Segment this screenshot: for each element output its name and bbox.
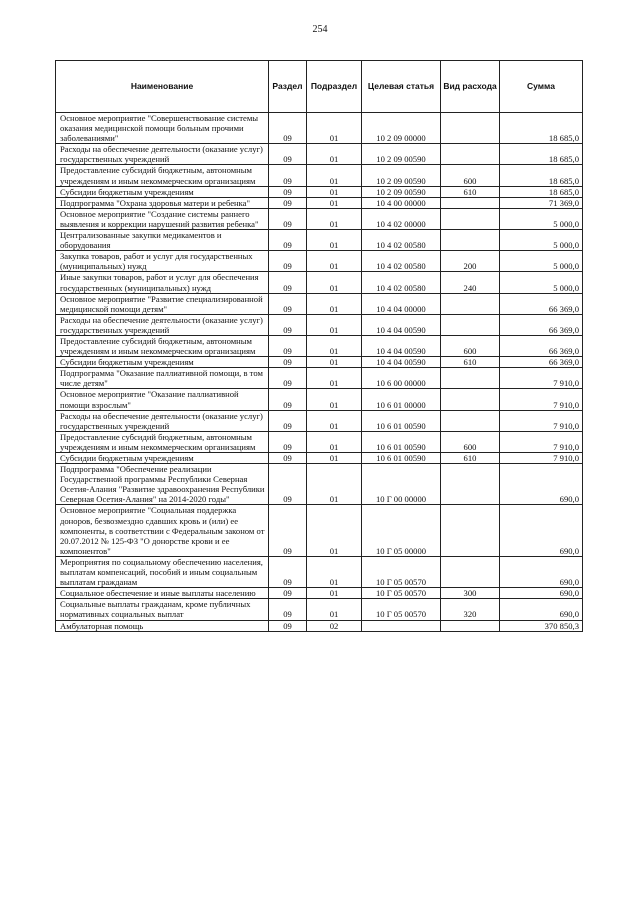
- cell-expense-type: 610: [441, 357, 500, 368]
- cell-name: Расходы на обеспечение деятельности (оказание услуг) государственных учреждений: [56, 144, 269, 165]
- cell-name: Предоставление субсидий бюджетным, автономным учреждениям и иным некоммерческим организациям: [56, 431, 269, 452]
- cell-amount: 7 910,0: [500, 410, 583, 431]
- cell-amount: 690,0: [500, 588, 583, 599]
- cell-amount: 66 369,0: [500, 293, 583, 314]
- table-body: [56, 113, 583, 632]
- header-section: Раздел: [269, 61, 307, 113]
- cell-target: 10 Г 05 00570: [362, 556, 441, 587]
- cell-section: 09: [269, 389, 307, 410]
- table-row: [56, 314, 583, 335]
- cell-expense-type: [441, 293, 500, 314]
- table-row: [56, 368, 583, 389]
- cell-target: 10 4 02 00580: [362, 272, 441, 293]
- cell-expense-type: [441, 113, 500, 144]
- cell-section: 09: [269, 113, 307, 144]
- cell-section: 09: [269, 453, 307, 464]
- cell-name: Социальное обеспечение и иные выплаты населению: [56, 588, 269, 599]
- cell-expense-type: [441, 410, 500, 431]
- cell-name: Субсидии бюджетным учреждениям: [56, 357, 269, 368]
- cell-subsection: 01: [307, 588, 362, 599]
- table-row: [56, 599, 583, 620]
- header-name: Наименование: [56, 61, 269, 113]
- table-row: [56, 357, 583, 368]
- cell-expense-type: [441, 464, 500, 505]
- cell-amount: 7 910,0: [500, 368, 583, 389]
- cell-expense-type: 200: [441, 251, 500, 272]
- page-number: 254: [312, 24, 328, 35]
- cell-section: 09: [269, 588, 307, 599]
- cell-expense-type: [441, 389, 500, 410]
- cell-name: Мероприятия по социальному обеспечению населения, выплатам компенсаций, пособий и иным социальным выплатам гражданам: [56, 556, 269, 587]
- cell-subsection: 01: [307, 389, 362, 410]
- cell-name: Основное мероприятие "Социальная поддержка доноров, безвозмездно сдавших кровь и (или) ее компоненты, в соответствии с Федеральным законом от 20.07.2012 № 125-ФЗ "О донорстве крови и ее компонентов": [56, 505, 269, 556]
- table-row: [56, 293, 583, 314]
- cell-section: 09: [269, 620, 307, 631]
- table-row: [56, 453, 583, 464]
- table-row: [56, 208, 583, 229]
- cell-target: 10 Г 05 00570: [362, 588, 441, 599]
- cell-target: 10 4 02 00580: [362, 251, 441, 272]
- cell-target: 10 Г 05 00000: [362, 505, 441, 556]
- cell-amount: 5 000,0: [500, 272, 583, 293]
- cell-expense-type: 320: [441, 599, 500, 620]
- cell-name: Подпрограмма "Охрана здоровья матери и ребенка": [56, 197, 269, 208]
- cell-name: Предоставление субсидий бюджетным, автономным учреждениям и иным некоммерческим организациям: [56, 335, 269, 356]
- cell-section: 09: [269, 230, 307, 251]
- cell-target: 10 4 04 00590: [362, 335, 441, 356]
- table-row: [56, 389, 583, 410]
- cell-amount: 7 910,0: [500, 431, 583, 452]
- cell-subsection: 01: [307, 144, 362, 165]
- cell-section: 09: [269, 357, 307, 368]
- cell-expense-type: 600: [441, 335, 500, 356]
- cell-expense-type: 240: [441, 272, 500, 293]
- cell-target: 10 4 00 00000: [362, 197, 441, 208]
- cell-section: 09: [269, 368, 307, 389]
- cell-target: 10 2 09 00590: [362, 186, 441, 197]
- cell-amount: 370 850,3: [500, 620, 583, 631]
- cell-section: 09: [269, 431, 307, 452]
- cell-subsection: 01: [307, 293, 362, 314]
- cell-name: Субсидии бюджетным учреждениям: [56, 453, 269, 464]
- cell-target: 10 4 04 00590: [362, 357, 441, 368]
- cell-target: 10 6 01 00590: [362, 410, 441, 431]
- cell-amount: 5 000,0: [500, 208, 583, 229]
- cell-target: 10 4 04 00000: [362, 293, 441, 314]
- cell-subsection: 01: [307, 410, 362, 431]
- cell-expense-type: 610: [441, 186, 500, 197]
- cell-expense-type: [441, 230, 500, 251]
- cell-name: Основное мероприятие "Совершенствование системы оказания медицинской помощи больным прочими заболеваниями": [56, 113, 269, 144]
- cell-target: [362, 620, 441, 631]
- cell-subsection: 01: [307, 230, 362, 251]
- cell-amount: 66 369,0: [500, 335, 583, 356]
- table-row: [56, 588, 583, 599]
- cell-subsection: 01: [307, 335, 362, 356]
- cell-amount: 7 910,0: [500, 389, 583, 410]
- cell-name: Закупка товаров, работ и услуг для государственных (муниципальных) нужд: [56, 251, 269, 272]
- header-expense-type: Вид расхода: [441, 61, 500, 113]
- cell-subsection: 02: [307, 620, 362, 631]
- cell-expense-type: [441, 314, 500, 335]
- cell-name: Подпрограмма "Обеспечение реализации Государственной программы Республики Северная Осетия-Алания "Развитие здравоохранения Республики Северная Осетия-Алания" на 2014-2020 годы": [56, 464, 269, 505]
- cell-name: Централизованные закупки медикаментов и оборудования: [56, 230, 269, 251]
- cell-section: 09: [269, 556, 307, 587]
- cell-subsection: 01: [307, 113, 362, 144]
- cell-section: 09: [269, 144, 307, 165]
- table-row: [56, 197, 583, 208]
- cell-section: 09: [269, 599, 307, 620]
- cell-section: 09: [269, 293, 307, 314]
- cell-section: 09: [269, 410, 307, 431]
- cell-expense-type: [441, 197, 500, 208]
- cell-subsection: 01: [307, 314, 362, 335]
- table-row: [56, 431, 583, 452]
- cell-section: 09: [269, 165, 307, 186]
- cell-subsection: 01: [307, 357, 362, 368]
- cell-target: 10 4 02 00580: [362, 230, 441, 251]
- cell-amount: 690,0: [500, 464, 583, 505]
- cell-target: 10 4 02 00000: [362, 208, 441, 229]
- cell-name: Основное мероприятие "Оказание паллиативной помощи взрослым": [56, 389, 269, 410]
- cell-target: 10 6 01 00590: [362, 453, 441, 464]
- cell-subsection: 01: [307, 272, 362, 293]
- cell-amount: 5 000,0: [500, 230, 583, 251]
- cell-amount: 66 369,0: [500, 357, 583, 368]
- cell-subsection: 01: [307, 505, 362, 556]
- cell-amount: 690,0: [500, 505, 583, 556]
- table-row: [56, 251, 583, 272]
- cell-target: 10 Г 00 00000: [362, 464, 441, 505]
- cell-expense-type: [441, 620, 500, 631]
- cell-section: 09: [269, 505, 307, 556]
- cell-section: 09: [269, 314, 307, 335]
- header-amount: Сумма: [500, 61, 583, 113]
- cell-subsection: 01: [307, 208, 362, 229]
- table-row: [56, 272, 583, 293]
- cell-section: 09: [269, 251, 307, 272]
- cell-expense-type: 610: [441, 453, 500, 464]
- cell-subsection: 01: [307, 556, 362, 587]
- cell-name: Иные закупки товаров, работ и услуг для обеспечения государственных (муниципальных) нужд: [56, 272, 269, 293]
- cell-subsection: 01: [307, 368, 362, 389]
- header-subsection: Подраздел: [307, 61, 362, 113]
- cell-target: 10 2 09 00590: [362, 144, 441, 165]
- table-row: [56, 556, 583, 587]
- table-row: [56, 410, 583, 431]
- table-row: [56, 186, 583, 197]
- cell-subsection: 01: [307, 599, 362, 620]
- cell-section: 09: [269, 208, 307, 229]
- cell-name: Предоставление субсидий бюджетным, автономным учреждениям и иным некоммерческим организациям: [56, 165, 269, 186]
- cell-target: 10 4 04 00590: [362, 314, 441, 335]
- cell-target: 10 6 00 00000: [362, 368, 441, 389]
- cell-amount: 18 685,0: [500, 113, 583, 144]
- table-row: [56, 335, 583, 356]
- table-row: [56, 230, 583, 251]
- cell-amount: 690,0: [500, 556, 583, 587]
- cell-name: Социальные выплаты гражданам, кроме публичных нормативных социальных выплат: [56, 599, 269, 620]
- cell-name: Основное мероприятие "Создание системы раннего выявления и коррекции нарушений развития ребенка": [56, 208, 269, 229]
- cell-expense-type: [441, 144, 500, 165]
- cell-name: Основное мероприятие "Развитие специализированной медицинской помощи детям": [56, 293, 269, 314]
- cell-amount: 71 369,0: [500, 197, 583, 208]
- cell-section: 09: [269, 464, 307, 505]
- cell-subsection: 01: [307, 165, 362, 186]
- cell-name: Расходы на обеспечение деятельности (оказание услуг) государственных учреждений: [56, 410, 269, 431]
- table-row: [56, 165, 583, 186]
- cell-amount: 7 910,0: [500, 453, 583, 464]
- cell-expense-type: 600: [441, 165, 500, 186]
- cell-expense-type: [441, 556, 500, 587]
- cell-expense-type: [441, 505, 500, 556]
- budget-table: [55, 60, 583, 632]
- cell-amount: 5 000,0: [500, 251, 583, 272]
- cell-amount: 690,0: [500, 599, 583, 620]
- cell-name: Подпрограмма "Оказание паллиативной помощи, в том числе детям": [56, 368, 269, 389]
- cell-section: 09: [269, 335, 307, 356]
- cell-subsection: 01: [307, 197, 362, 208]
- cell-subsection: 01: [307, 186, 362, 197]
- cell-expense-type: 600: [441, 431, 500, 452]
- cell-name: Амбулаторная помощь: [56, 620, 269, 631]
- table-header-row: [56, 61, 583, 113]
- table-row: [56, 505, 583, 556]
- cell-expense-type: [441, 368, 500, 389]
- table-row: [56, 620, 583, 631]
- cell-expense-type: [441, 208, 500, 229]
- table-row: [56, 464, 583, 505]
- table-row: [56, 144, 583, 165]
- cell-subsection: 01: [307, 464, 362, 505]
- cell-amount: 18 685,0: [500, 144, 583, 165]
- cell-target: 10 6 01 00000: [362, 389, 441, 410]
- cell-target: 10 2 09 00590: [362, 165, 441, 186]
- cell-name: Субсидии бюджетным учреждениям: [56, 186, 269, 197]
- cell-subsection: 01: [307, 431, 362, 452]
- table-row: [56, 113, 583, 144]
- cell-subsection: 01: [307, 251, 362, 272]
- cell-name: Расходы на обеспечение деятельности (оказание услуг) государственных учреждений: [56, 314, 269, 335]
- header-target: Целевая статья: [362, 61, 441, 113]
- cell-amount: 66 369,0: [500, 314, 583, 335]
- cell-section: 09: [269, 272, 307, 293]
- cell-amount: 18 685,0: [500, 186, 583, 197]
- cell-target: 10 2 09 00000: [362, 113, 441, 144]
- cell-amount: 18 685,0: [500, 165, 583, 186]
- cell-expense-type: 300: [441, 588, 500, 599]
- cell-target: 10 6 01 00590: [362, 431, 441, 452]
- cell-target: 10 Г 05 00570: [362, 599, 441, 620]
- cell-section: 09: [269, 186, 307, 197]
- cell-section: 09: [269, 197, 307, 208]
- cell-subsection: 01: [307, 453, 362, 464]
